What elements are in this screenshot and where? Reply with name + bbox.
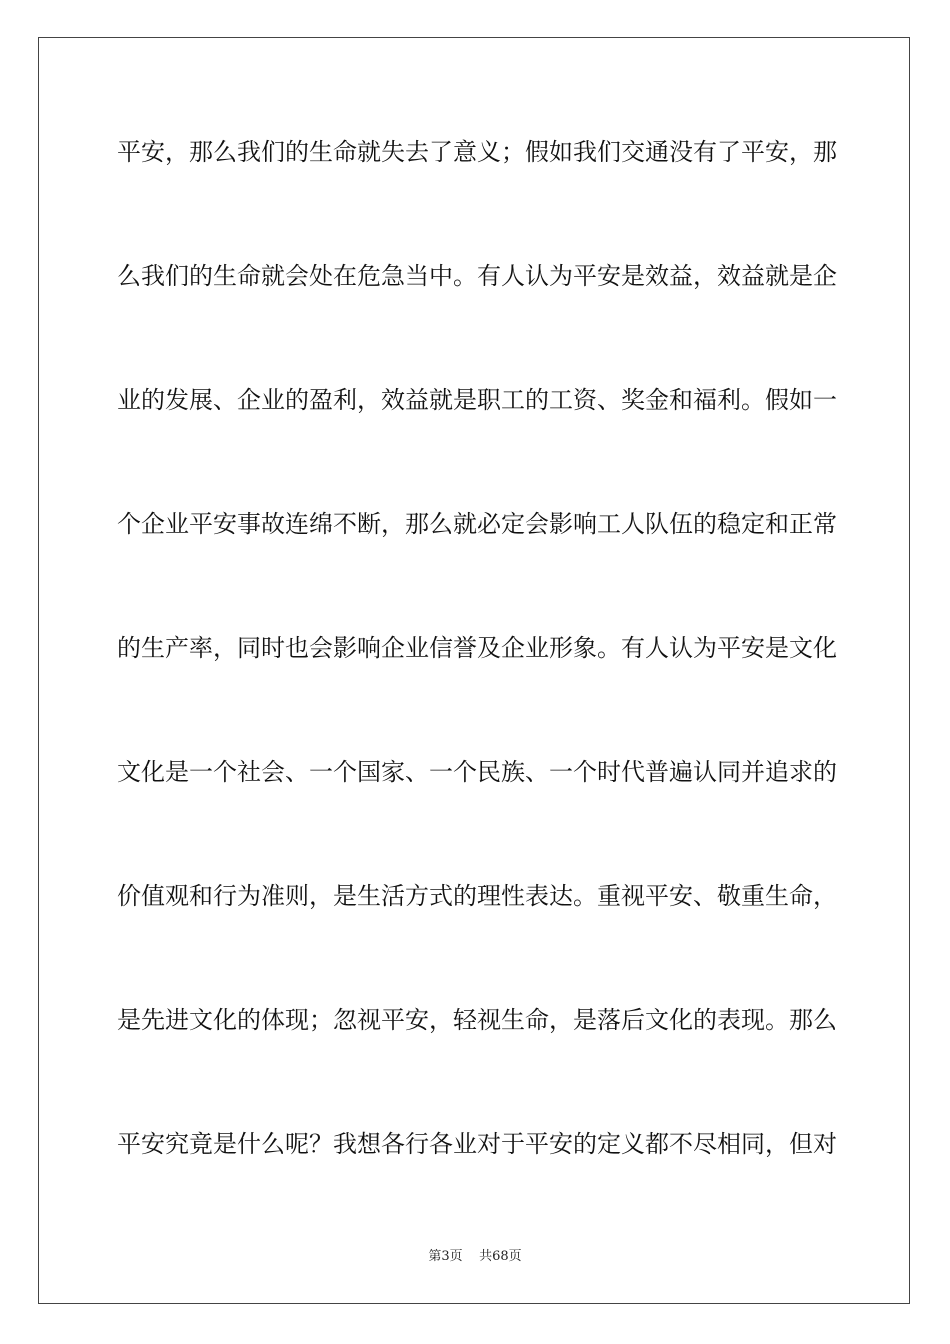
body-text-line: 的生产率，同时也会影响企业信誉及企业形象。有人认为平安是文化: [117, 634, 837, 662]
total-page-count: 共68页: [479, 1249, 522, 1264]
body-text-line: 平安，那么我们的生命就失去了意义；假如我们交通没有了平安，那: [117, 138, 837, 166]
current-page-number: 第3页: [428, 1249, 463, 1264]
page-border: [38, 37, 910, 1304]
body-text-line: 业的发展、企业的盈利，效益就是职工的工资、奖金和福利。假如一: [117, 386, 837, 414]
body-text-line: 个企业平安事故连绵不断，那么就必定会影响工人队伍的稳定和正常: [117, 510, 837, 538]
page-footer: [0, 1249, 950, 1265]
body-text-line: 文化是一个社会、一个国家、一个民族、一个时代普遍认同并追求的: [117, 758, 837, 786]
body-text-line: 价值观和行为准则，是生活方式的理性表达。重视平安、敬重生命，: [117, 882, 837, 910]
body-text-line: 么我们的生命就会处在危急当中。有人认为平安是效益，效益就是企: [117, 262, 837, 290]
body-text-line: 平安究竟是什么呢？我想各行各业对于平安的定义都不尽相同，但对: [117, 1130, 837, 1158]
body-text-line: 是先进文化的体现；忽视平安，轻视生命，是落后文化的表现。那么: [117, 1006, 837, 1034]
